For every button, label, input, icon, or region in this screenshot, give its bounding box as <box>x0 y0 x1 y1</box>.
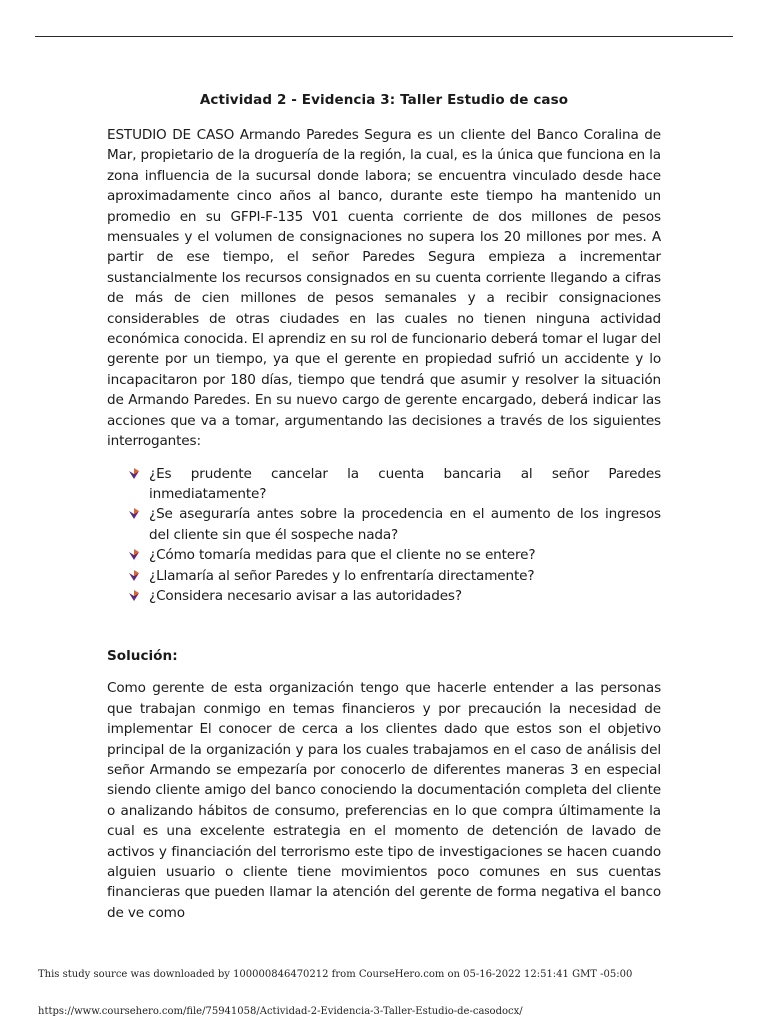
question-list <box>107 464 661 607</box>
list-item <box>107 586 661 606</box>
top-rule <box>35 36 733 37</box>
question-text: ¿Considera necesario avisar a las autoridades? <box>149 587 462 604</box>
list-item <box>107 464 661 505</box>
document-title: Actividad 2 - Evidencia 3: Taller Estudio de caso <box>199 92 569 108</box>
question-text: ¿Se aseguraría antes sobre la procedencia en el aumento de los ingresos del cliente sin que él sospeche nada? <box>149 506 661 543</box>
question-text: ¿Es prudente cancelar la cuenta bancaria al señor Paredes inmediatamente? <box>149 465 661 502</box>
question-text: ¿Cómo tomaría medidas para que el cliente no se entere? <box>149 547 536 564</box>
solution-heading: Solución: <box>107 648 178 665</box>
arrow-bullet-icon <box>128 468 140 480</box>
arrow-bullet-icon <box>128 570 140 582</box>
source-url-link[interactable]: https://www.coursehero.com/file/75941058/Actividad-2-Evidencia-3-Taller-Estudio-de-casodocx/ <box>38 1006 523 1017</box>
document-body <box>107 92 661 923</box>
list-item <box>107 504 661 545</box>
list-item <box>107 545 661 565</box>
download-note: This study source was downloaded by 100000846470212 from CourseHero.com on 05-16-2022 12:51:41 GMT -05:00 <box>38 969 633 980</box>
arrow-bullet-icon <box>128 508 140 520</box>
arrow-bullet-icon <box>128 549 140 561</box>
solution-paragraph: Como gerente de esta organización tengo que hacerle entender a las personas que trabajan conmigo en temas financieros y por precaución la necesidad de implementar El conocer de cerca a los clientes dado que estos son el objetivo principal de la organización y para los cuales trabajamos en el caso de análisis del señor Armando se empezaría por conocerlo de diferentes maneras 3 en especial siendo cliente amigo del banco conociendo la documentación completa del cliente o analizando hábitos de consumo, preferencias en lo que compra últimamente la cual es una excelente estrategia en el momento de detención de lavado de activos y financiación del terrorismo este tipo de investigaciones se hacen cuando alguien usuario o cliente tiene movimientos poco comunes en sus cuentas financieras que pueden llamar la atención del gerente de forma negativa el banco de ve como <box>107 680 661 921</box>
case-study-paragraph: ESTUDIO DE CASO Armando Paredes Segura es un cliente del Banco Coralina de Mar, propietario de la droguería de la región, la cual, es la única que funciona en la zona influencia de la sucursal donde labora; se encuentra vinculado desde hace aproximadamente cinco años al banco, durante este tiempo ha mantenido un promedio en su GFPI-F-135 V01 cuenta corriente de dos millones de pesos mensuales y el volumen de consignaciones no supera los 20 millones por mes. A partir de ese tiempo, el señor Paredes Segura empieza a incrementar sustancialmente los recursos consignados en su cuenta corriente llegando a cifras de más de cien millones de pesos semanales y a recibir consignaciones considerables de otras ciudades en las cuales no tienen ninguna actividad económica conocida. El aprendiz en su rol de funcionario deberá tomar el lugar del gerente por un tiempo, ya que el gerente en propiedad sufrió un accidente y lo incapacitaron por 180 días, tiempo que tendrá que asumir y resolver la situación de Armando Paredes. En su nuevo cargo de gerente encargado, deberá indicar las acciones que va a tomar, argumentando las decisiones a través de los siguientes interrogantes: <box>107 127 661 450</box>
question-text: ¿Llamaría al señor Paredes y lo enfrentaría directamente? <box>149 567 535 584</box>
arrow-bullet-icon <box>128 590 140 602</box>
list-item <box>107 566 661 586</box>
